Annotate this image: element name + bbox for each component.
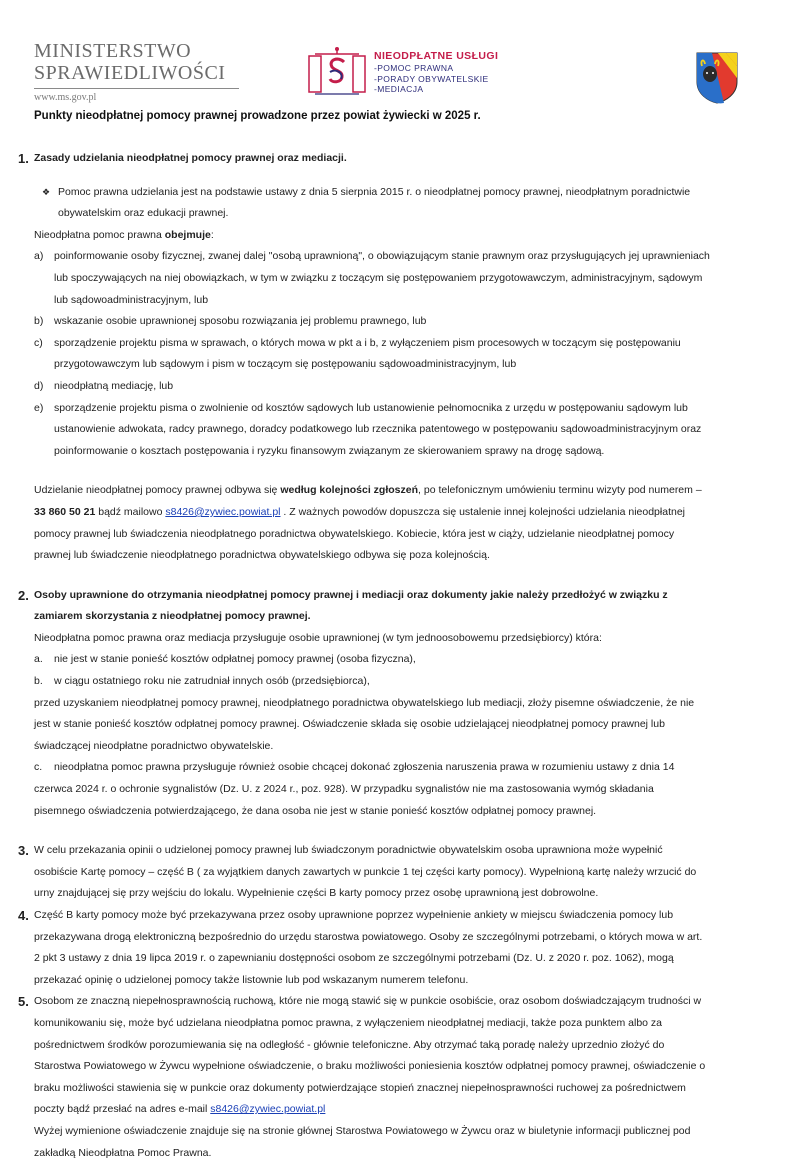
list-item — [34, 246, 774, 311]
text-line: przekazać opinię o udzielonej pomocy także listownie lub pod wskazanym numerem telefonu. — [34, 973, 469, 986]
text-line — [34, 1099, 705, 1121]
text-line: czerwca 2024 r. o ochronie sygnalistów (Dz. U. z 2024 r., poz. 928). W przypadku sygnalistów nie ma zastosowania wymóg składania — [34, 783, 654, 796]
text-line: pisemnego oświadczenia potwierdzającego, że dana osoba nie jest w stanie ponieść kosztów odpłatnej pomocy prawnej. — [34, 804, 597, 817]
text-line: W celu przekazania opinii o udzielonej pomocy prawnej lub świadczonym poradnictwie obywatelskim osoba uprawniona może wypełnić — [34, 844, 663, 857]
list-label: a) — [34, 250, 44, 263]
text-line: zakładką Nieodpłatna Pomoc Prawna. — [34, 1146, 212, 1159]
ministry-rule — [34, 88, 239, 89]
npp-sub-3: -MEDIACJA — [374, 84, 424, 94]
list-item — [34, 649, 774, 671]
section-4 — [18, 905, 774, 991]
list-label: c) — [34, 336, 43, 349]
text-line: przed uzyskaniem nieodpłatnej pomocy prawnej, nieodpłatnego poradnictwa obywatelskiego lub mediacji, złoży pisemne oświadczenie, że nie — [34, 696, 695, 709]
text-line: 2 pkt 3 ustawy z dnia 19 lipca 2019 r. o zapewnianiu dostępności osobom ze szczególnymi potrzebami (Dz. U. z 2020 r. poz. 1062), mogą — [34, 952, 674, 965]
section-number: 4. — [18, 908, 29, 923]
npp-sub-2: -PORADY OBYWATELSKIE — [374, 73, 489, 84]
section-number: 2. — [18, 587, 29, 603]
text-line: świadczącej nieodpłatne poradnictwo obywatelskie. — [34, 739, 274, 752]
list-label: e) — [34, 401, 44, 414]
list-item — [34, 398, 774, 463]
text-span: , po telefonicznym umówieniu terminu wizyty pod numerem – — [418, 484, 702, 497]
section-number: 3. — [18, 843, 29, 859]
section-2-heading — [18, 585, 774, 628]
text-span: Nieodpłatna pomoc prawna — [34, 228, 165, 241]
text-line: Osobom ze znaczną niepełnosprawnością ruchową, które nie mogą stawić się w punkcie osobiście, oraz osobom doświadczającym trudności w — [34, 995, 702, 1008]
text-span-bold: według kolejności zgłoszeń — [280, 484, 419, 497]
list-item — [34, 376, 774, 398]
email-link[interactable]: s8426@zywiec.powiat.pl — [210, 1103, 326, 1116]
section-title-line: zamiarem skorzystania z nieodpłatnej pomocy prawnej. — [34, 610, 311, 623]
text-line: nieodpłatną mediację, lub — [54, 379, 174, 392]
section-title-line: Osoby uprawnione do otrzymania nieodpłatnej pomocy prawnej i mediacji oraz dokumenty jakie należy przedłożyć w związku z — [34, 588, 668, 601]
text-line: nie jest w stanie ponieść kosztów odpłatnej pomocy prawnej (osoba fizyczna), — [54, 653, 416, 666]
section-number: 1. — [18, 151, 29, 166]
npp-title: NIEODPŁATNE USŁUGI — [374, 50, 499, 62]
ministry-url: www.ms.gov.pl — [34, 92, 97, 103]
text-line: Część B karty pomocy może być przekazywana przez osoby uprawnione poprzez wypełnienie ankiety w miejscu świadczenia pomocy lub — [34, 909, 674, 921]
text-line — [34, 502, 774, 524]
page-title: Punkty nieodpłatnej pomocy prawnej prowadzone przez powiat żywiecki w 2025 r. — [34, 110, 481, 122]
list-label: c. — [34, 761, 43, 774]
list-label: a. — [34, 653, 43, 666]
section-1-heading — [18, 148, 774, 170]
ministry-line1: MINISTERSTWO — [34, 40, 192, 62]
text-line: pomocy prawnej lub świadczenia nieodpłatnego poradnictwa obywatelskiego. Kobiecie, która jest w ciąży, udzielanie nieodpłatnej pomocy — [34, 527, 675, 540]
paragraph — [34, 225, 774, 247]
section-1-bullet — [42, 182, 774, 225]
text-line: lub sądowoadministracyjnym, lub — [54, 293, 209, 306]
spacer — [34, 567, 774, 585]
text-span: : — [210, 228, 214, 241]
text-line: osobiście Kartę pomocy – część B ( za wyjątkiem danych zawartych w punkcie 1 tej części karty pomocy). Wypełnioną kartę należy wrzucić do — [34, 865, 697, 878]
text-line: komunikowaniu się, może być udzielana nieodpłatna pomoc prawna, z wyłączeniem nieodpłatnej mediacji, także poza punktem albo za — [34, 1016, 663, 1029]
text-line: ustanowienie adwokata, radcy prawnego, doradcy podatkowego lub rzecznika patentowego w postępowaniu sądowoadministracyjnym oraz — [54, 423, 702, 436]
text-line: urny znajdującej się przy wejściu do lokalu. Wypełnienie części B karty pomocy przez osobę uprawnioną jest dobrowolne. — [34, 887, 599, 900]
diamond-bullet-icon: ❖ — [42, 186, 51, 197]
list-label: d) — [34, 379, 44, 392]
list-label: b. — [34, 675, 43, 688]
text-line: poinformowanie o kosztach postępowania i ryzyku finansowym związanym ze skierowaniem sprawy na drogę sądową. — [54, 444, 605, 457]
paragraph-scales-icon — [308, 46, 366, 96]
text-line: obywatelskim oraz edukacji prawnej. — [58, 207, 229, 220]
county-crest-icon — [696, 52, 738, 104]
text-line: prawnej lub świadczenie nieodpłatnego poradnictwa obywatelskiego odbywa się poza kolejnością. — [34, 549, 490, 562]
text-line: braku możliwości stawienia się w punkcie oraz dokumenty potwierdzające stopień znacznej niepełnosprawności ruchowej za pośrednictwem — [34, 1081, 686, 1094]
spacer — [34, 822, 774, 840]
phone-number: 33 860 50 21 — [34, 505, 96, 518]
list-item — [34, 757, 774, 779]
npp-sub-1: -POMOC PRAWNA — [374, 63, 454, 73]
document-body — [18, 148, 774, 1164]
ministry-line2: SPRAWIEDLIWOŚCI — [34, 62, 226, 84]
text-span-bold: obejmuje — [164, 228, 211, 241]
text-line: Wyżej wymienione oświadczenie znajduje się na stronie głównej Starostwa Powiatowego w Żywcu oraz w biuletynie informacji publicznej pod — [34, 1124, 691, 1137]
npp-text — [374, 50, 524, 95]
paragraph-order — [34, 480, 774, 566]
ministry-logo — [34, 40, 244, 103]
text-line: lub spoczywających na niej obowiązkach, w tym w związku z toczącym się postępowaniem przygotowawczym, administracyjnym, sądowym — [54, 271, 703, 284]
list-item — [34, 333, 774, 376]
text-line: sporządzenie projektu pisma w sprawach, o których mowa w pkt a i b, z wyłączeniem pism procesowych w toczącym się postępowaniu — [54, 336, 681, 349]
text-line: wskazanie osobie uprawnionej sposobu rozwiązania jej problemu prawnego, lub — [54, 315, 427, 328]
section-5 — [18, 991, 774, 1121]
list-item — [34, 671, 774, 693]
section-title: Zasady udzielania nieodpłatnej pomocy prawnej oraz mediacji. — [34, 152, 347, 164]
text-line: poinformowanie osoby fizycznej, zwanej dalej "osobą uprawnioną", o obowiązującym stanie prawnym oraz przysługujących jej uprawnieniach — [54, 250, 710, 263]
text-line: nieodpłatna pomoc prawna przysługuje również osobie chcącej dokonać zgłoszenia naruszenia prawa w rozumieniu ustawy z dnia 14 — [54, 761, 675, 774]
section-number: 5. — [18, 994, 29, 1010]
text-line: Starostwa Powiatowego w Żywcu wypełnione oświadczenie, o braku możliwości poniesienia kosztów odpłatnej pomocy prawnej, oświadczenie o — [34, 1060, 706, 1073]
text-span: poczty bądź przesłać na adres e-mail — [34, 1103, 211, 1116]
spacer — [34, 462, 774, 480]
text-line: przygotowawczym lub sądowym i pism w toczącym się postępowaniu sądowoadministracyjnym, lub — [54, 358, 517, 371]
text-line: sporządzenie projektu pisma o zwolnienie od kosztów sądowych lub ustanowienie pełnomocnika z urzędu w postępowaniu sądowym lub — [54, 401, 688, 414]
text-span: Udzielanie nieodpłatnej pomocy prawnej odbywa się — [34, 484, 281, 497]
text-line: Nieodpłatna pomoc prawna oraz mediacja przysługuje osobie uprawnionej (w tym jednoosobowemu przedsiębiorcy) która: — [34, 631, 602, 644]
text-line: Pomoc prawna udzielania jest na podstawie ustawy z dnia 5 sierpnia 2015 r. o nieodpłatnej pomocy prawnej, nieodpłatnym poradnictwie — [58, 185, 691, 198]
text-line: przekazywana drogą elektroniczną bezpośrednio do urzędu starostwa powiatowego. Osoby ze szczególnymi potrzebami, o których mowa w art. — [34, 930, 703, 943]
header — [0, 0, 800, 120]
text-line: jest w stanie ponieść kosztów odpłatnej pomocy prawnej. Oświadczenie składa się osobie udzielającej nieodpłatnej pomocy prawnej lub — [34, 718, 665, 731]
text-span: bądź mailowo — [95, 505, 166, 518]
email-link[interactable]: s8426@zywiec.powiat.pl — [165, 505, 281, 518]
list-label: b) — [34, 315, 44, 328]
text-span: . Z ważnych powodów dopuszcza się ustalenie innej kolejności udzielania nieodpłatnej — [280, 505, 685, 518]
list-item — [34, 311, 774, 333]
text-line — [34, 480, 774, 502]
text-line: pośrednictwem środków porozumiewania się na odległość - głównie telefoniczne. Aby otrzymać taką poradę należy uprzednio złożyć do — [34, 1038, 665, 1051]
section-3 — [18, 840, 774, 905]
text-line: w ciągu ostatniego roku nie zatrudniał innych osób (przedsiębiorca), — [54, 675, 370, 688]
